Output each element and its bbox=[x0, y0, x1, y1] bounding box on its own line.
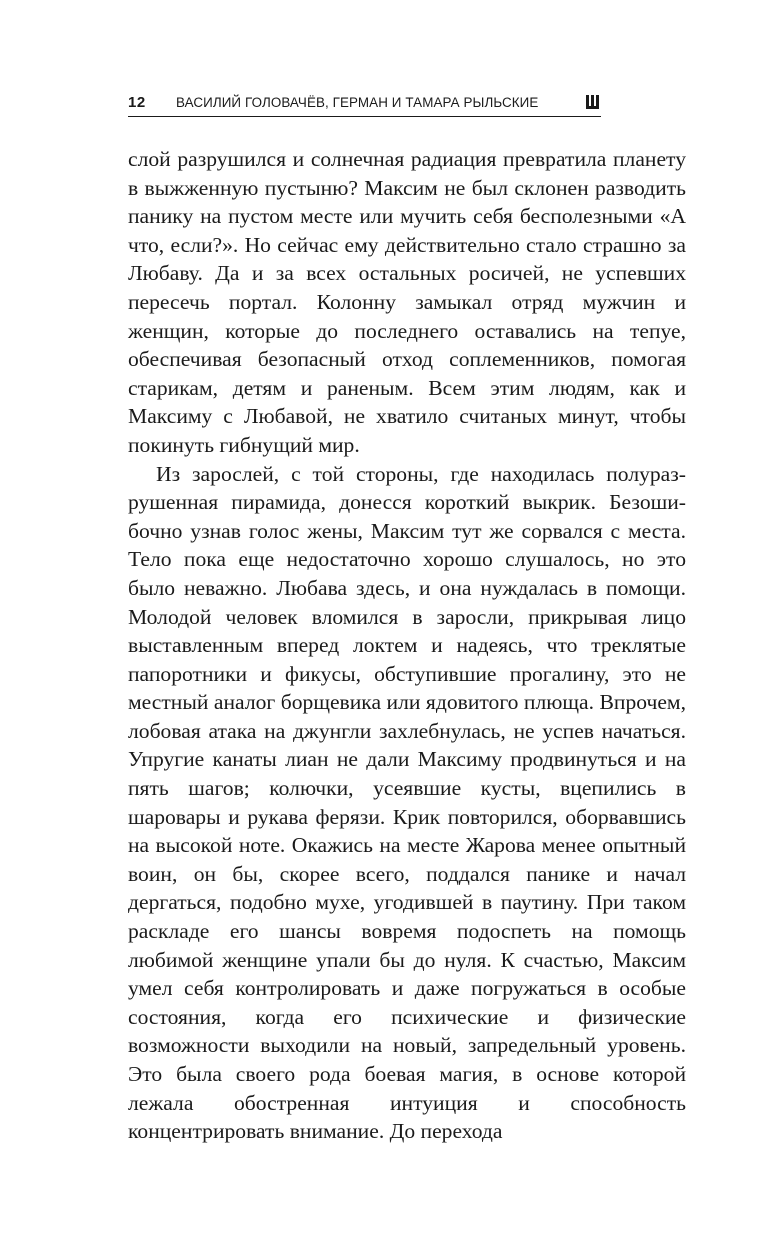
running-title: ВАСИЛИЙ ГОЛОВАЧЁВ, ГЕРМАН И ТАМАРА РЫЛЬСКИЕ bbox=[176, 95, 539, 110]
page-number: 12 bbox=[128, 94, 146, 111]
paragraph: Из зарослей, с той стороны, где находилась полуразрушенная пирамида, донесся короткий выкрик. Безошибочно узнав голос жены, Максим тут же сорвался с места. Тело пока еще недостаточно хорошо слушалось, но это было неважно. Любава здесь, и она нуждалась в помощи. Молодой человек вломился в заросли, прикрывая лицо выставленным вперед локтем и надеясь, что треклятые папоротники и фикусы, обступившие прогалину, это не местный аналог борщевика или ядовитого плюща. Впрочем, лобовая атака на джунгли захлебнулась, не успев начаться. Упругие канаты лиан не дали Максиму продвинуться и на пять шагов; колючки, усеявшие кусты, вцепились в шаровары и рукава ферязи. Крик повторился, оборвавшись на высокой ноте. Окажись на месте Жарова менее опытный воин, он бы, скорее всего, поддался панике и начал дергаться, подобно мухе, угодившей в паутину. При таком раскладе его шансы вовремя подоспеть на помощь любимой женщине упали бы до нуля. К счастью, Максим умел себя контролировать и даже погружаться в особые состояния, когда его психические и физические возможности выходили на новый, запредельный уровень. Это была своего рода боевая магия, в основе которой лежала обостренная интуиция и способность концентрировать внимание. До перехода bbox=[128, 461, 686, 1144]
publisher-logo-icon bbox=[585, 94, 601, 110]
running-header bbox=[128, 92, 601, 117]
paragraph: слой разрушился и солнечная радиация превратила планету в выжженную пустыню? Максим не был склонен разводить панику на пустом месте или мучить себя бесполезными «А что, если?». Но сейчас ему действительно стало страшно за Любаву. Да и за всех остальных росичей, не успевших пересечь портал. Колонну замыкал отряд мужчин и женщин, которые до последнего оставались на тепуе, обеспечивая безопасный отход соплеменников, помогая старикам, детям и раненым. Всем этим людям, как и Максиму с Любавой, не хватило считаных минут, чтобы покинуть гибнущий мир. bbox=[128, 147, 686, 457]
body-text bbox=[128, 145, 686, 1146]
